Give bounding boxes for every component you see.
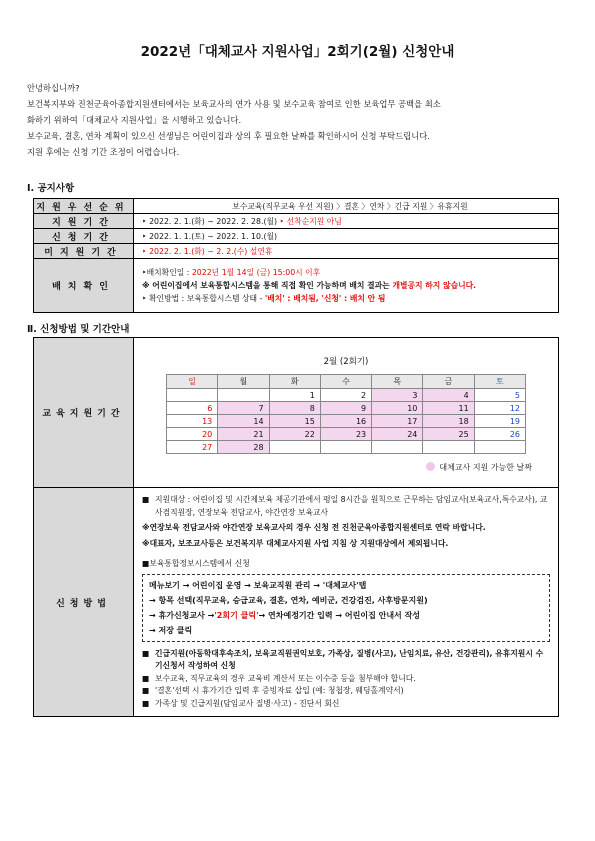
calendar-day — [167, 389, 218, 402]
calendar-day: 26 — [474, 428, 525, 441]
bullet-icon: ■ — [142, 673, 150, 683]
calendar-day — [218, 389, 269, 402]
calendar-day: 1 — [269, 389, 320, 402]
bullet-text: '결혼'선택 시 휴가기간 입력 후 증빙자료 삽입 (예: 청첩장, 웨딩홀계약서) — [155, 686, 404, 695]
section2-heading: Ⅱ. 신청방법 및 기간안내 — [27, 324, 130, 335]
bullet-row — [142, 698, 550, 711]
bullet-text: 긴급지원(아동학대후속조치, 보육교직원권익보호, 가족상, 질병(사고), 난임치료, 유산, 건강관리), 유휴지원시 수기신청서 작성하여 신청 — [155, 648, 544, 670]
intro-line: 보건복지부와 진천군육아종합지원센터에서는 보육교사의 연가 사용 및 보수교육 참여로 인한 보육업무 공백을 최소 — [27, 99, 441, 109]
calendar-day — [320, 441, 371, 454]
calendar-day: 25 — [423, 428, 474, 441]
calendar-day — [372, 441, 423, 454]
calendar-day: 20 — [167, 428, 218, 441]
target-row — [142, 494, 550, 519]
calendar-week — [167, 428, 526, 441]
calendar-day: 7 — [218, 402, 269, 415]
calendar-day: 17 — [372, 415, 423, 428]
calendar-day: 15 — [269, 415, 320, 428]
calendar-day: 13 — [167, 415, 218, 428]
bullet-row — [142, 685, 550, 698]
bullet-icon: ■ — [142, 648, 150, 658]
calendar-day: 4 — [423, 389, 474, 402]
system-heading: ■보육통합정보시스템에서 신청 — [142, 559, 250, 568]
bullet-text: 보수교육, 직무교육의 경우 교육비 계산서 또는 이수증 등을 첨부해야 합니다. — [155, 673, 416, 683]
intro-line: 지원 후에는 신청 기간 조정이 어렵습니다. — [27, 147, 180, 157]
calendar-day: 16 — [320, 415, 371, 428]
calendar-day: 28 — [218, 441, 269, 454]
calendar-weekdays — [167, 375, 526, 389]
apply-value: ‣ 2022. 1. 1.(토) ~ 2022. 1. 10.(월) — [134, 229, 559, 244]
verify-line-3 — [142, 292, 558, 305]
period-label: 지원기간 — [34, 214, 134, 229]
note-2: ※대표자, 보조교사등은 보건복지부 대체교사지원 사업 지침 상 지원대상에서 제외됩니다. — [142, 538, 449, 548]
calendar-day: 12 — [474, 402, 525, 415]
flow-line-3 — [149, 608, 543, 623]
bullet-icon: ■ — [142, 698, 150, 708]
calendar-week — [167, 389, 526, 402]
bullet-row — [142, 673, 550, 686]
calendar-day: 3 — [372, 389, 423, 402]
method-cell — [134, 488, 559, 717]
method-label: 신청방법 — [34, 488, 134, 717]
verify-line-2-red: 개별공지 하지 않습니다. — [392, 281, 477, 290]
nosupport-value: ‣ 2022. 2. 1.(화) ~ 2. 2.(수) 설연휴 — [134, 244, 559, 259]
weekday: 토 — [474, 375, 525, 389]
calendar-title: 2월 (2회기) — [323, 357, 369, 367]
weekday: 수 — [320, 375, 371, 389]
calendar-day: 21 — [218, 428, 269, 441]
verify-line-1 — [142, 266, 558, 279]
verify-line-2 — [142, 279, 558, 292]
intro-text — [27, 80, 572, 160]
apply-label: 신청기간 — [34, 229, 134, 244]
calendar-week — [167, 415, 526, 428]
calendar-day: 9 — [320, 402, 371, 415]
flow-line-3-red: '2회기 클릭' — [214, 610, 259, 620]
legend-text: 대체교사 지원 가능한 날짜 — [439, 463, 532, 472]
calendar-legend — [134, 462, 532, 473]
calendar-week — [167, 441, 526, 454]
verify-line-3-prefix: ‣ 확인방법 : 보육통합시스템 상태 - — [142, 294, 265, 303]
intro-line: 안녕하십니까? — [27, 83, 80, 93]
calendar — [166, 374, 526, 454]
intro-line: 보수교육, 결혼, 연차 계획이 있으신 선생님은 어린이집과 상의 후 필요한 날짜를 확인하시어 신청 부탁드립니다. — [27, 131, 430, 141]
weekday: 일 — [167, 375, 218, 389]
method-table — [33, 337, 559, 717]
period-value: ‣ 2022. 2. 1.(화) ~ 2022. 2. 28.(월) — [142, 216, 278, 226]
calendar-day: 10 — [372, 402, 423, 415]
page-title: 2022년「대체교사 지원사업」2회기(2월) 신청안내 — [140, 44, 455, 60]
flow-line-3-prefix: → 휴가신청교사 → — [149, 610, 215, 620]
calendar-day: 23 — [320, 428, 371, 441]
calendar-day: 18 — [423, 415, 474, 428]
calendar-cell — [134, 338, 559, 488]
verify-date: 2022년 1월 14일 (금) 15:00시 이후 — [191, 268, 321, 277]
verify-label: 배치확인 — [34, 259, 134, 313]
priority-label: 지원우선순위 — [34, 199, 134, 214]
bullet-icon: ■ — [142, 686, 150, 695]
calendar-day: 5 — [474, 389, 525, 402]
bullet-text: 가족상 및 긴급지원(담임교사 질병·사고) - 진단서 회신 — [155, 698, 340, 708]
priority-value: 보수교육(직무교육 우선 지원) 〉결혼 〉연차 〉긴급 지원 〉유휴지원 — [134, 199, 559, 214]
calendar-day: 19 — [474, 415, 525, 428]
weekday: 화 — [269, 375, 320, 389]
verify-line-3-red: '배치' : 배치됨, '신청' : 배치 안 됨 — [264, 294, 386, 303]
weekday: 목 — [372, 375, 423, 389]
period-cell — [134, 214, 559, 229]
notice-table — [33, 198, 559, 313]
calendar-day — [474, 441, 525, 454]
calendar-day: 11 — [423, 402, 474, 415]
verify-line-1-prefix: ‣배치확인일 : — [142, 268, 192, 277]
calendar-week — [167, 402, 526, 415]
calendar-day — [269, 441, 320, 454]
nosupport-label: 미지원기간 — [34, 244, 134, 259]
weekday: 금 — [423, 375, 474, 389]
calendar-day: 2 — [320, 389, 371, 402]
calendar-day — [423, 441, 474, 454]
calendar-day: 8 — [269, 402, 320, 415]
period-note: ‣ 선착순지원 아님 — [279, 216, 342, 226]
bullet-row — [142, 648, 550, 673]
flow-line-4: → 저장 클릭 — [149, 625, 193, 635]
intro-line: 화하기 위하여「대체교사 지원사업」을 시행하고 있습니다. — [27, 115, 242, 125]
legend-dot-icon — [426, 462, 435, 471]
flow-line-3-suffix: → 연차예정기간 입력 → 어린이집 안내서 작성 — [258, 610, 421, 620]
weekday: 월 — [218, 375, 269, 389]
calendar-day: 22 — [269, 428, 320, 441]
calendar-day: 6 — [167, 402, 218, 415]
calendar-day: 24 — [372, 428, 423, 441]
period2-label: 교육지원기간 — [34, 338, 134, 488]
verify-cell — [134, 259, 559, 313]
flow-line-1: 메뉴보기 → 어린이집 운영 → 보육교직원 관리 → '대체교사'탭 — [149, 580, 367, 590]
note-1: ※연장보육 전담교사와 야간연장 보육교사의 경우 신청 전 진천군육아종합지원센터로 연락 바랍니다. — [142, 523, 486, 532]
flow-box — [142, 574, 550, 642]
bullet-icon: ■ — [142, 495, 150, 504]
flow-line-2: → 항목 선택(직무교육, 승급교육, 결혼, 연차, 예비군, 건강검진, 사후방문지원) — [149, 595, 428, 605]
calendar-day: 14 — [218, 415, 269, 428]
calendar-day: 27 — [167, 441, 218, 454]
verify-line-2-prefix: ※ 어린이집에서 보육통합시스템을 통해 직접 확인 가능하며 배치 결과는 — [142, 281, 393, 290]
target-text: 지원대상 : 어린이집 및 시간제보육 제공기관에서 평일 8시간을 원칙으로 근무하는 담임교사(보육교사,특수교사), 교사겸직원장, 연장보육 전담교사, 야간연장 보육교사 — [155, 495, 548, 517]
section1-heading: Ⅰ. 공지사항 — [27, 183, 75, 194]
